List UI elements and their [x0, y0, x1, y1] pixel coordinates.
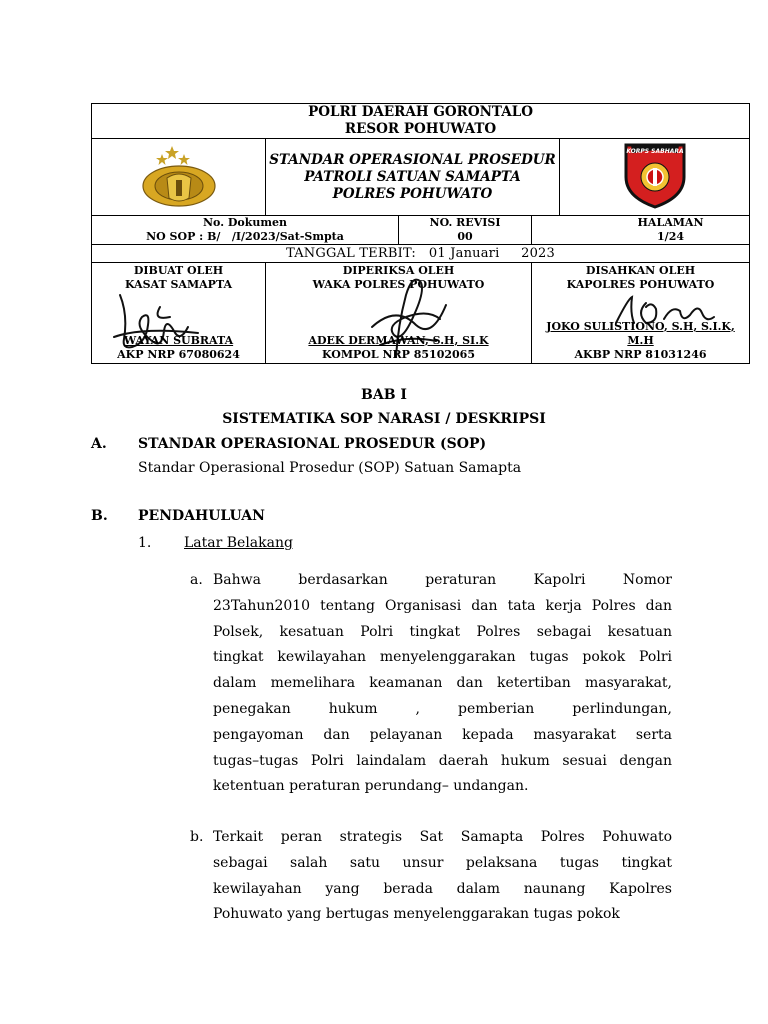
org-line-2: RESOR POHUWATO — [344, 121, 497, 137]
paragraph-line: Polsek, kesatuan Polri tingkat Polres sebagai kesatuan — [213, 623, 672, 640]
page-value: 1/24 — [657, 230, 685, 243]
paragraph-line: dalam memelihara keamanan dan ketertiban masyarakat, — [213, 675, 672, 692]
sop-header-table — [91, 103, 750, 364]
section-b-title: PENDAHULUAN — [138, 508, 265, 524]
paragraph-b — [213, 825, 672, 928]
signer-position: KASAT SAMAPTA — [124, 278, 233, 291]
doc-number-label: No. Dokumen — [203, 216, 287, 229]
organization-heading — [92, 104, 750, 139]
page-cell — [532, 216, 750, 245]
section-a-title: STANDAR OPERASIONAL PROSEDUR (SOP) — [138, 436, 487, 452]
signer-checked-cell — [266, 263, 532, 364]
signer-prepared-cell — [92, 263, 266, 364]
title-line-3: POLRES POHUWATO — [332, 185, 493, 202]
section-a-letter: A. — [91, 436, 107, 452]
sop-title — [266, 139, 560, 216]
doc-number-value: NO SOP : B/ /I/2023/Sat-Smpta — [146, 230, 344, 243]
badge-text: KORPS SABHARA — [625, 147, 684, 155]
org-line-1: POLRI DAERAH GORONTALO — [308, 104, 533, 120]
sabhara-badge-cell — [560, 139, 750, 216]
signer-role: DIBUAT OLEH — [133, 264, 224, 277]
signer-role: DISAHKAN OLEH — [585, 264, 696, 277]
signer-rank: AKBP NRP 81031246 — [574, 348, 707, 361]
paragraph-line: tingkat kewilayahan menyelenggarakan tugas pokok Polri — [213, 649, 672, 666]
paragraph-line: 23Tahun2010 tentang Organisasi dan tata kerja Polres dan — [213, 597, 672, 614]
title-line-2: PATROLI SATUAN SAMAPTA — [304, 168, 521, 185]
chapter-heading: BAB I — [361, 387, 407, 403]
paragraph-line: kewilayahan yang berada dalam naunang Kapolres — [213, 880, 672, 897]
page-label: HALAMAN — [637, 216, 704, 229]
signer-approved-cell — [532, 263, 750, 364]
signer-name: WAYAN SUBRATA — [123, 334, 234, 347]
section-b-letter: B. — [91, 508, 108, 524]
paragraph-line: sebagai salah satu unsur pelaksana tugas tingkat — [213, 854, 672, 871]
signer-position: KAPOLRES POHUWATO — [566, 278, 715, 291]
paragraph-a — [213, 568, 672, 800]
doc-number-cell — [92, 216, 399, 245]
revision-cell — [399, 216, 532, 245]
item-1-number: 1. — [138, 535, 152, 551]
revision-value: 00 — [457, 230, 473, 243]
paragraph-line: tugas–tugas Polri laindalam daerah hukum sesuai dengan — [213, 752, 672, 769]
paragraph-b-label: b. — [190, 829, 204, 845]
signer-name: JOKO SULISTIONO, S.H, S.I.K, M.H — [546, 320, 735, 347]
signer-name: ADEK DERMAWAN, S.H, SI.K — [308, 334, 489, 347]
section-a-text: Standar Operasional Prosedur (SOP) Satuan Samapta — [138, 460, 522, 476]
paragraph-line: pengayoman dan pelayanan kepada masyarakat serta — [213, 726, 672, 743]
signer-rank: AKP NRP 67080624 — [117, 348, 240, 361]
title-line-1: STANDAR OPERASIONAL PROSEDUR — [269, 151, 556, 168]
issue-date: TANGGAL TERBIT: 01 Januari 2023 — [92, 245, 750, 263]
signer-position: WAKA POLRES POHUWATO — [312, 278, 485, 291]
paragraph-line: Terkait peran strategis Sat Samapta Polres Pohuwato — [213, 829, 672, 845]
polri-emblem-cell — [92, 139, 266, 216]
polri-emblem-icon — [134, 140, 224, 210]
paragraph-a-label: a. — [190, 572, 203, 588]
paragraph-line: penegakan hukum , pemberian perlindungan, — [213, 700, 672, 717]
signer-rank: KOMPOL NRP 85102065 — [322, 348, 475, 361]
signer-role: DIPERIKSA OLEH — [342, 264, 455, 277]
chapter-title: SISTEMATIKA SOP NARASI / DESKRIPSI — [222, 411, 546, 427]
paragraph-line: ketentuan peraturan perundang– undangan. — [213, 778, 529, 795]
paragraph-line: Pohuwato yang bertugas menyelenggarakan tugas pokok — [213, 906, 620, 923]
paragraph-line: Bahwa berdasarkan peraturan Kapolri Nomor — [213, 572, 672, 588]
korps-sabhara-badge-icon — [622, 141, 688, 209]
item-1-title: Latar Belakang — [184, 535, 293, 551]
revision-label: NO. REVISI — [429, 216, 501, 229]
